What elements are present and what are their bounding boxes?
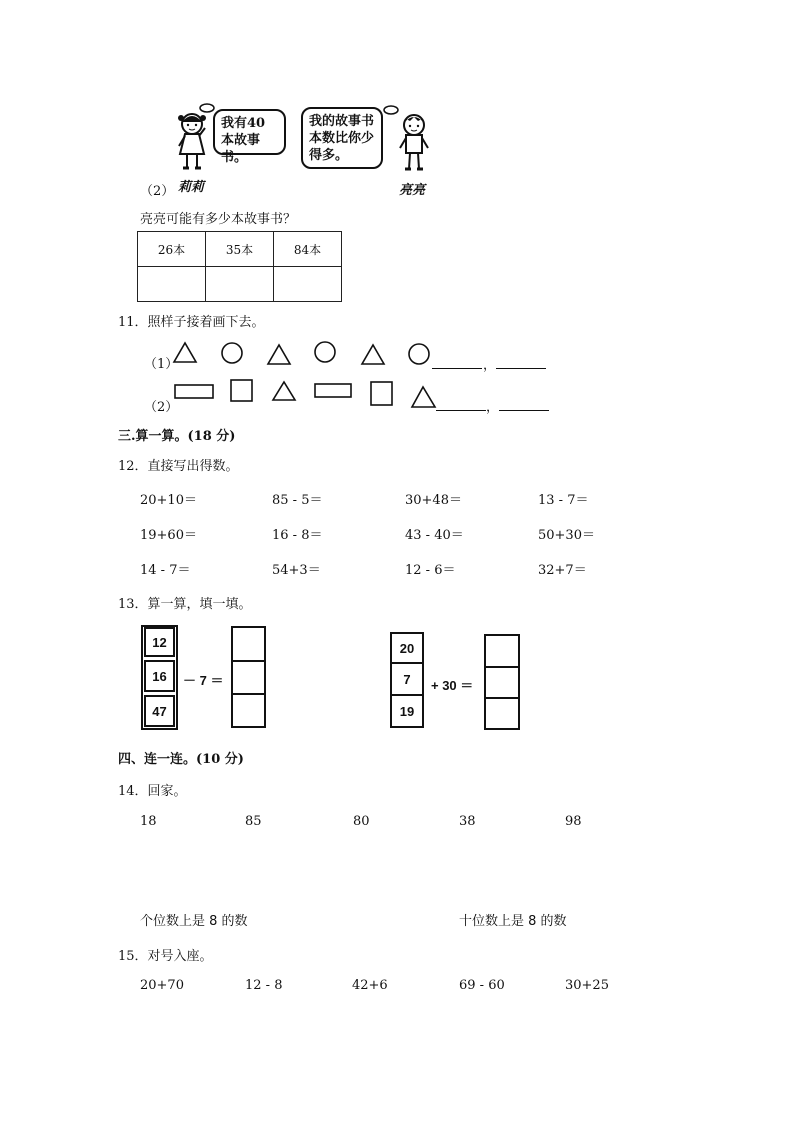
q11-title: 11．照样子接着画下去。 (118, 315, 265, 330)
square-icon (371, 382, 392, 405)
answer-cell-84[interactable] (274, 267, 342, 302)
q15-expression-2[interactable]: 12 - 8 (245, 978, 283, 993)
q15-title: 15．对号入座。 (118, 949, 213, 964)
q14-number-1[interactable]: 18 (140, 814, 157, 829)
q15-expression-4[interactable]: 69 - 60 (459, 978, 505, 993)
q11-row1-shapes (170, 340, 440, 374)
q12-r1-c4: 13 - 7＝ (538, 493, 589, 508)
q11-row1-blank-1[interactable] (432, 367, 482, 369)
q11-row2-shapes (170, 377, 440, 415)
q15-expression-1[interactable]: 20+70 (140, 978, 184, 993)
square-icon (231, 380, 252, 401)
q12-r2-c1: 19+60＝ (140, 528, 197, 543)
q10-part-label: （2） (140, 184, 175, 199)
q12-r3-c2: 54+3＝ (272, 563, 321, 578)
q15-expression-5[interactable]: 30+25 (565, 978, 609, 993)
right-number-3: 19 (390, 694, 424, 728)
left-answer-box-1[interactable] (231, 626, 266, 662)
q12-r1-c3: 30+48＝ (405, 493, 462, 508)
q12-r2-c2: 16 - 8＝ (272, 528, 323, 543)
lili-speech-bubble (213, 109, 286, 165)
lili-name: 莉莉 (178, 180, 205, 195)
circle-icon (222, 343, 242, 363)
q10-question: 亮亮可能有多少本故事书？ (140, 212, 297, 227)
left-answer-box-3[interactable] (231, 693, 266, 728)
lili-figure (172, 110, 212, 180)
right-answer-box-1[interactable] (484, 634, 520, 668)
q12-r3-c1: 14 - 7＝ (140, 563, 191, 578)
rectangle-icon (175, 385, 213, 398)
section4-heading: 四、连一连。(10 分) (118, 752, 244, 767)
triangle-icon (412, 387, 435, 407)
q12-r2-c4: 50+30＝ (538, 528, 595, 543)
left-answer-box-2[interactable] (231, 660, 266, 695)
table-row (138, 267, 342, 302)
circle-icon (315, 342, 335, 362)
q15-expression-3[interactable]: 42+6 (352, 978, 388, 993)
option-26: 26本 (138, 232, 206, 267)
left-number-3: 47 (144, 695, 175, 727)
q14-house-left[interactable]: 个位数上是 8 的数 (140, 914, 248, 929)
circle-icon (409, 344, 429, 364)
q11-row2-blank-1[interactable] (436, 409, 486, 411)
q14-number-3[interactable]: 80 (353, 814, 370, 829)
q14-house-right[interactable]: 十位数上是 8 的数 (459, 914, 567, 929)
answer-cell-35[interactable] (206, 267, 274, 302)
answer-cell-26[interactable] (138, 267, 206, 302)
section3-heading: 三.算一算。(18 分) (118, 429, 236, 444)
table-row (138, 232, 342, 267)
q11-row2-label: （2） (144, 400, 179, 415)
q11-row2-blank-2[interactable] (499, 409, 549, 411)
q12-r3-c4: 32+7＝ (538, 563, 587, 578)
rectangle-icon (315, 384, 351, 397)
liangliang-figure (396, 112, 432, 182)
option-84: 84本 (274, 232, 342, 267)
liangliang-speech-text: 我的故事书本数比你少得多。 (309, 114, 375, 163)
left-number-2: 16 (144, 660, 175, 692)
right-answer-box-3[interactable] (484, 697, 520, 730)
triangle-icon (273, 382, 295, 400)
left-number-1: 12 (144, 627, 175, 657)
right-number-1: 20 (390, 632, 424, 664)
q13-title: 13．算一算，填一填。 (118, 597, 252, 612)
liangliang-name: 亮亮 (399, 183, 426, 198)
q12-r1-c1: 20+10＝ (140, 493, 197, 508)
q12-title: 12．直接写出得数。 (118, 459, 239, 474)
q11-row2-separator: ， (486, 400, 500, 415)
answer-table (137, 231, 342, 302)
q12-r1-c2: 85 - 5＝ (272, 493, 323, 508)
q14-number-4[interactable]: 38 (459, 814, 476, 829)
triangle-icon (268, 345, 290, 364)
right-number-2: 7 (390, 662, 424, 696)
q12-r3-c3: 12 - 6＝ (405, 563, 456, 578)
triangle-icon (362, 345, 384, 364)
option-35: 35本 (206, 232, 274, 267)
liangliang-speech-bubble (301, 107, 383, 169)
q14-number-2[interactable]: 85 (245, 814, 262, 829)
q14-number-5[interactable]: 98 (565, 814, 582, 829)
q11-row1-label: （1） (144, 357, 179, 372)
q14-title: 14．回家。 (118, 784, 187, 799)
right-operator: + 30 ＝ (431, 678, 474, 693)
lili-speech-text: 我有40本故事书。 (221, 116, 266, 165)
q11-row1-separator: ， (483, 358, 497, 373)
right-answer-box-2[interactable] (484, 666, 520, 699)
triangle-icon (174, 343, 196, 362)
left-operator: － 7 ＝ (183, 673, 224, 688)
q12-r2-c3: 43 - 40＝ (405, 528, 464, 543)
q11-row1-blank-2[interactable] (496, 367, 546, 369)
